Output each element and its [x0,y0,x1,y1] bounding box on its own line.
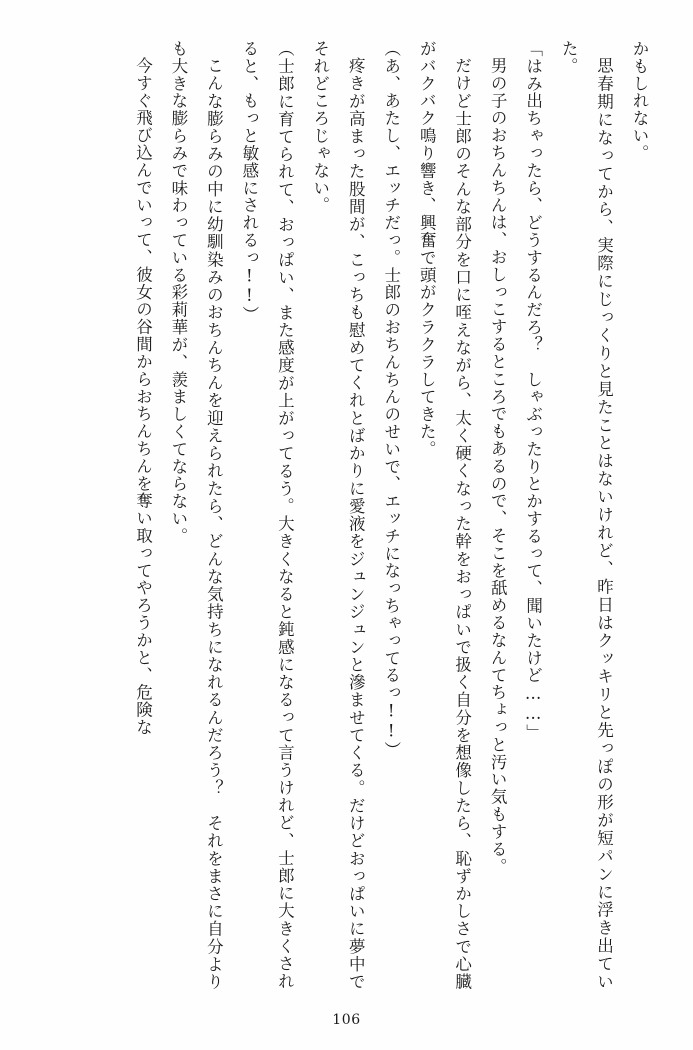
paragraph: （あ、あたし、エッチだっ。士郎のおちんちんのせいで、エッチになっちゃってるっ!!） [381,40,401,759]
paragraph: 男の子のおちんちんは、おしっこするところでもあるので、そこを舐めるなんてちょっと汚い気もする。 [488,56,508,875]
vertical-text-body [30,40,657,990]
paragraph: だけど士郎のそんな部分を口に咥えながら、太く硬くなった幹をおっぱいで扱く自分を想像したら、恥ずかしさで心臓がバクバク鳴り響き、興奮で頭がクラクラしてきた。 [417,40,472,990]
page-number: 106 [332,1012,361,1028]
paragraph: 思春期になってから、実際にじっくりと見たことはないけれど、昨日はクッキリと先っぽの形が短パンに浮き出ていた。 [559,40,614,990]
paragraph: 「はみ出ちゃったら、どうするんだろ？ しゃぶったりとかするって、聞いたけど……」 [523,40,543,742]
paragraph: 今すぐ飛び込んでいって、彼女の谷間からおちんちんを奪い取ってやろうかと、危険な [133,56,153,736]
paragraph: （士郎に育てられて、おっぱい、また感度が上がってるう。大きくなると鈍感になるって言うけれど、士郎に大きくされると、もっと敏感にされるっ!!） [239,40,295,990]
paragraph: 疼きが高まった股間が、こっちも慰めてくれとばかりに愛液をジュンジュンと滲ませてくる。だけどおっぱいに夢中でそれどころじゃない。 [310,40,366,990]
paragraph: こんな膨らみの中に幼馴染みのおちんちんを迎えられたら、どんな気持ちになれるんだろう？ それをまさに自分よりも大きな膨らみで味わっている彩莉華が、羨ましくてならない。 [168,40,224,990]
paragraph: かもしれない。 [630,40,649,162]
